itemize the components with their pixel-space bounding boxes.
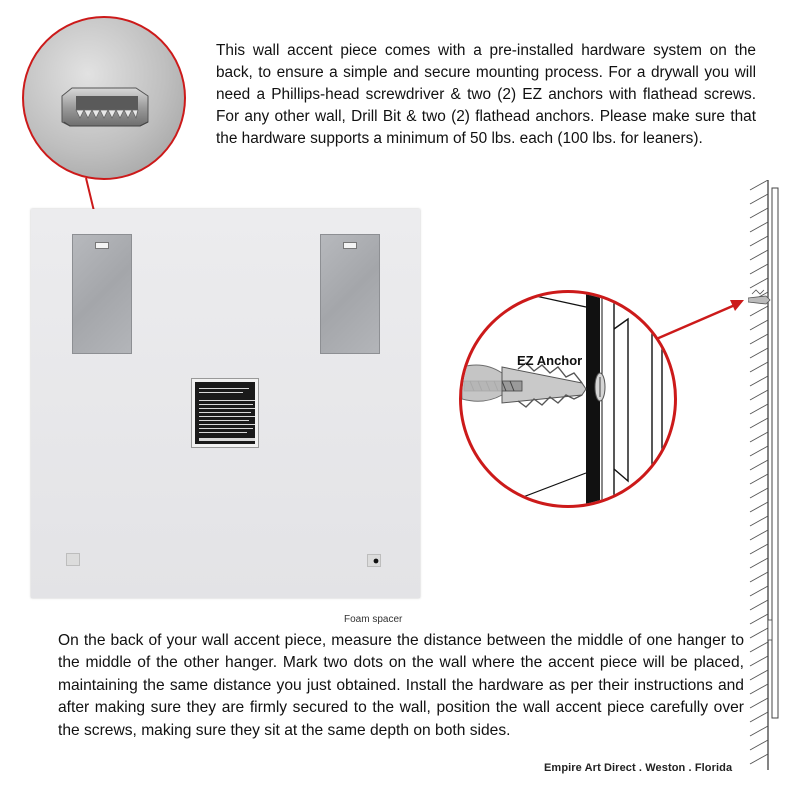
right-hanger-bracket xyxy=(320,234,380,354)
hanger-slot xyxy=(343,242,357,249)
hanger-slot xyxy=(95,242,109,249)
accent-piece-back xyxy=(31,209,420,598)
hanging-instructions-label xyxy=(192,379,258,447)
foam-spacer-left xyxy=(66,553,80,566)
foam-spacer-label: Foam spacer xyxy=(344,614,403,625)
top-instructions: This wall accent piece comes with a pre-installed hardware system on the back, to ensure a simple and secure mounting process. For a drywall you will need a Phillips-head screwdriver & two (2) EZ anchors with flathead screws. For any other wall, Drill Bit & two (2) flathead anchors. Please make sure that the hardware supports a minimum of 50 lbs. each (100 lbs. for leaners). xyxy=(216,42,756,147)
wall-cross-section-icon xyxy=(748,180,788,770)
left-hanger-bracket xyxy=(72,234,132,354)
foam-spacer-right xyxy=(367,554,381,567)
anchor-zoom-callout xyxy=(459,290,677,508)
bottom-instructions: On the back of your wall accent piece, measure the distance between the middle of one hanger to the middle of the other hanger. Mark two dots on the wall where the accent piece will be placed, maintaining the same distance you just obtained. Install the hardware as per their instructions and after making sure they are firmly secured to the wall, position the wall accent piece carefully over the screws, making sure they sit at the same depth on both sides. xyxy=(58,632,744,739)
anchor-callout-line xyxy=(654,305,735,340)
ez-anchor-label: EZ Anchor xyxy=(517,353,583,368)
foam-spacer-dot-icon xyxy=(368,555,380,566)
ez-anchor-screw-icon xyxy=(462,293,674,505)
brand-footer: Empire Art Direct . Weston . Florida xyxy=(544,762,733,774)
wall-profile xyxy=(748,180,788,770)
